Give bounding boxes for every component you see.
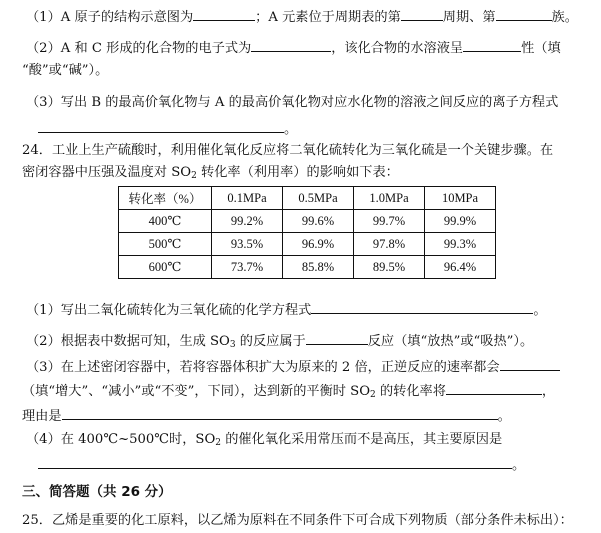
- table-cell: 99.7%: [354, 210, 425, 233]
- pressure-header: 1.0MPa: [354, 187, 425, 210]
- conversion-table: [118, 186, 496, 279]
- q24-sub2: [26, 331, 533, 354]
- text: 。: [284, 122, 298, 137]
- text: （3）写出 B 的最高价氧化物与 A 的最高价氧化物对应水化物的溶液之间反应的离子方程式: [26, 95, 559, 110]
- text: （1）写出二氧化硫转化为三氧化硫的化学方程式: [26, 303, 312, 318]
- text: 族。: [551, 10, 578, 25]
- text: ，: [541, 384, 556, 399]
- text: 。: [497, 409, 511, 424]
- text: 理由是: [22, 409, 62, 424]
- blank[interactable]: [446, 381, 542, 395]
- text: （填“增大”、“减小”或“不变”，下同），达到新的平衡时 SO: [22, 384, 371, 399]
- pressure-header: 0.5MPa: [283, 187, 354, 210]
- text: 性（填: [521, 41, 561, 56]
- table-cell: 93.5%: [212, 233, 283, 256]
- table-corner: 转化率（%）: [119, 187, 212, 210]
- table-cell: 99.2%: [212, 210, 283, 233]
- subscript: 3: [229, 340, 236, 350]
- table-row: [119, 210, 496, 233]
- text: 反应（填“放热”或“吸热”）。: [367, 334, 534, 349]
- blank[interactable]: [401, 7, 443, 21]
- subscript: 2: [191, 171, 197, 181]
- q24-intro-line2: [22, 164, 399, 185]
- q23-part3: [26, 94, 558, 112]
- table-cell: 99.3%: [425, 233, 496, 256]
- q24-intro-line1: [22, 142, 553, 160]
- text: （4）在 400℃~500℃时，SO: [26, 432, 216, 447]
- temperature-cell: 400℃: [119, 210, 212, 233]
- section-heading: [22, 483, 172, 501]
- blank[interactable]: [496, 7, 552, 21]
- q25-intro: [22, 512, 573, 530]
- text: （2）A 和 C 形成的化合物的电子式为: [26, 41, 252, 56]
- text: 24．工业上生产硫酸时，利用催化氧化反应将二氧化硫转化为三氧化硫是一个关键步骤。在: [22, 143, 554, 158]
- table-cell: 96.9%: [283, 233, 354, 256]
- text: 。: [512, 458, 526, 473]
- table-cell: 99.9%: [425, 210, 496, 233]
- q23-part3-answer: [38, 119, 297, 139]
- q24-sub1: [26, 300, 547, 320]
- text: 周期、第: [442, 10, 496, 25]
- blank[interactable]: [311, 300, 533, 314]
- table-row: [119, 256, 496, 279]
- table-row: [119, 233, 496, 256]
- table-cell: 96.4%: [425, 256, 496, 279]
- text: （3）在上述密闭容器中，若将容器体积扩大为原来的 2 倍，正逆反应的速率都会: [26, 360, 500, 375]
- table-cell: 99.6%: [283, 210, 354, 233]
- blank[interactable]: [38, 455, 512, 469]
- text: 的反应属于: [235, 334, 306, 349]
- pressure-header: 0.1MPa: [212, 187, 283, 210]
- blank[interactable]: [193, 7, 255, 21]
- blank[interactable]: [251, 38, 331, 52]
- text: 的催化氧化采用常压而不是高压，其主要原因是: [221, 432, 503, 447]
- q24-sub3: [26, 357, 560, 377]
- text: 。: [533, 303, 547, 318]
- text: 25．乙烯是重要的化工原料，以乙烯为原料在不同条件下可合成下列物质（部分条件未标出）：: [22, 513, 573, 528]
- q24-sub4: [26, 431, 502, 452]
- blank[interactable]: [62, 406, 498, 420]
- text: 密闭容器中压强及温度对 SO: [22, 165, 192, 180]
- q23-part1: [26, 7, 578, 27]
- table-cell: 97.8%: [354, 233, 425, 256]
- blank[interactable]: [306, 331, 368, 345]
- text: （2）根据表中数据可知，生成 SO: [26, 334, 230, 349]
- text: “酸”或“碱”）。: [22, 63, 109, 78]
- text: ；A 元素位于周期表的第: [255, 10, 401, 25]
- temperature-cell: 500℃: [119, 233, 212, 256]
- subscript: 2: [370, 390, 376, 400]
- table-cell: 89.5%: [354, 256, 425, 279]
- table-cell: 73.7%: [212, 256, 283, 279]
- text: ，该化合物的水溶液呈: [331, 41, 464, 56]
- table-header-row: [119, 187, 496, 210]
- text: 转化率（利用率）的影响如下表：: [196, 165, 399, 180]
- q23-part2-cont: [22, 62, 108, 80]
- q23-part2: [26, 38, 561, 58]
- subscript: 2: [215, 438, 221, 448]
- table-cell: 85.8%: [283, 256, 354, 279]
- pressure-header: 10MPa: [425, 187, 496, 210]
- text: （1）A 原子的结构示意图为: [26, 10, 194, 25]
- text: 三、简答题（共 26 分）: [22, 484, 172, 500]
- q24-sub3-cont: [22, 381, 555, 404]
- blank[interactable]: [500, 357, 560, 371]
- q24-sub3-reason: [22, 406, 511, 426]
- blank[interactable]: [463, 38, 521, 52]
- temperature-cell: 600℃: [119, 256, 212, 279]
- blank[interactable]: [38, 119, 284, 133]
- q24-sub4-answer: [38, 455, 525, 475]
- text: 的转化率将: [375, 384, 446, 399]
